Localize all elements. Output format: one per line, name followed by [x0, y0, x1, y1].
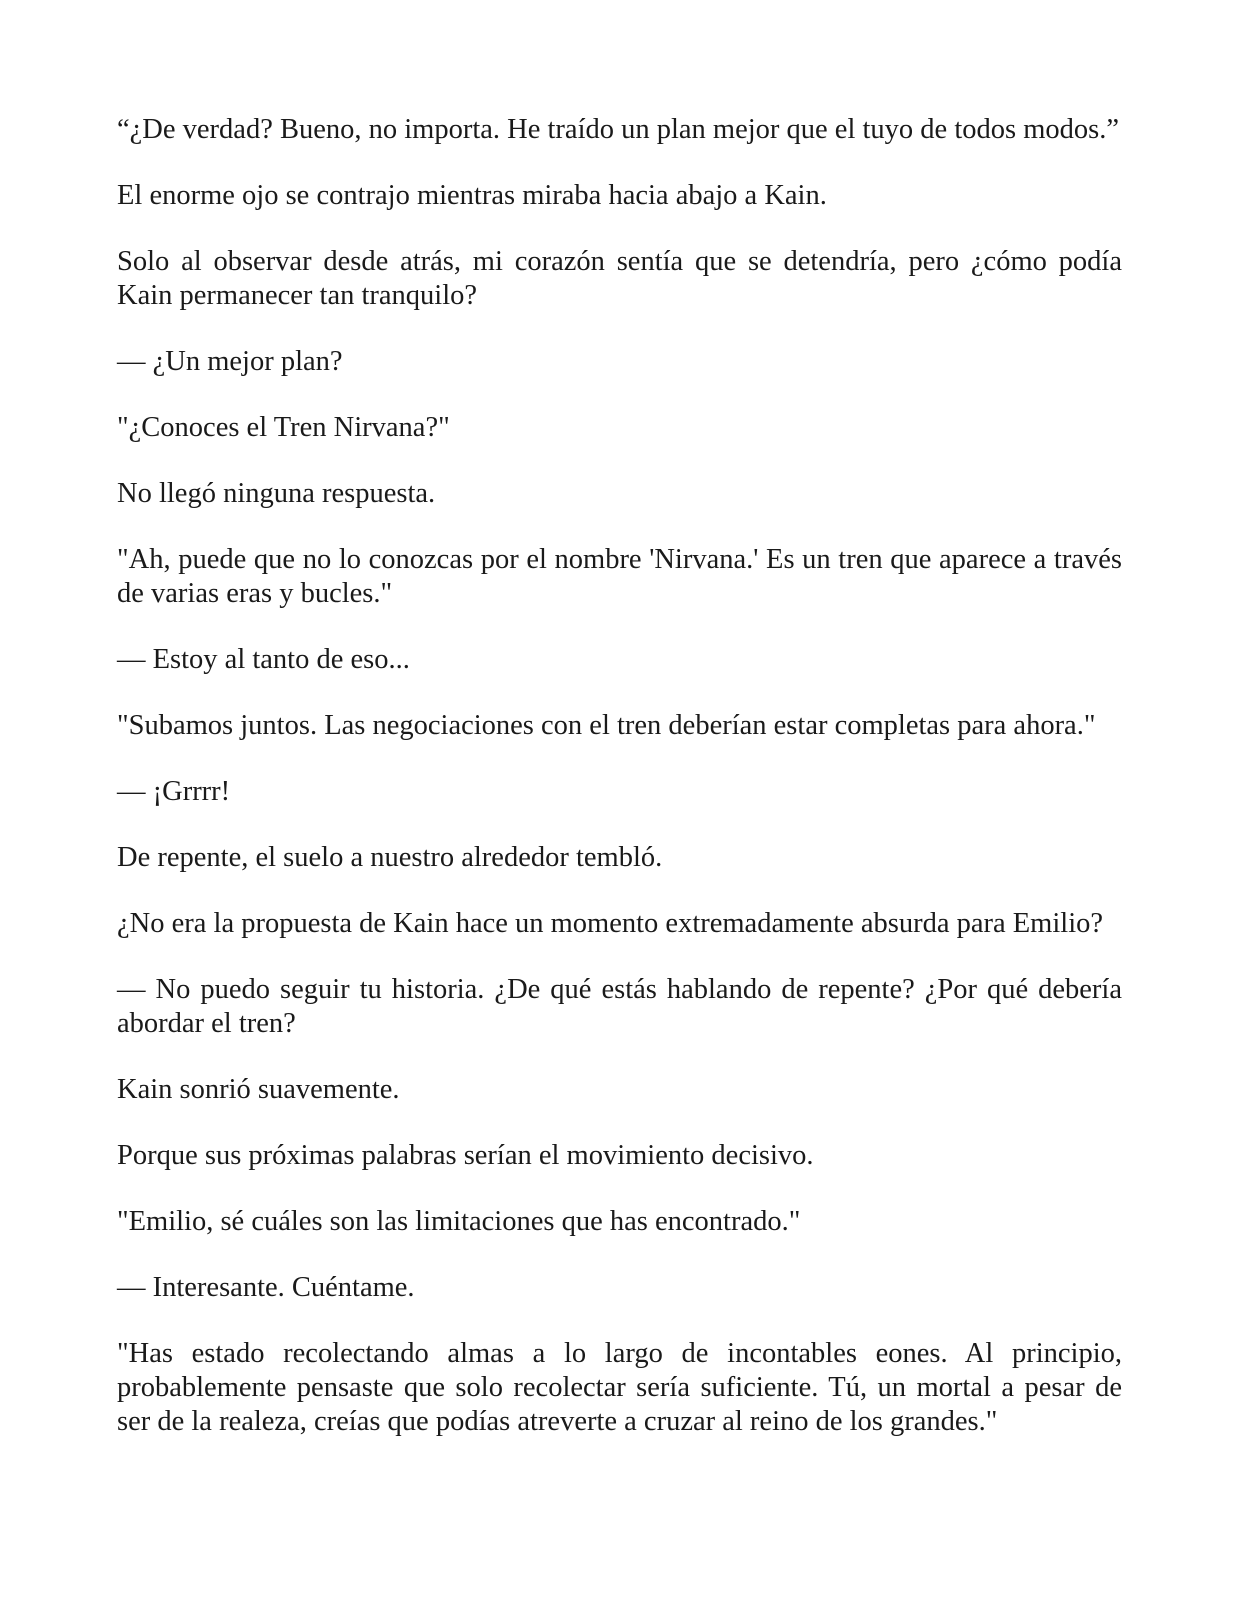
paragraph: ¿No era la propuesta de Kain hace un momento extremadamente absurda para Emilio? — [117, 908, 1104, 939]
paragraph: — No puedo seguir tu historia. ¿De qué estás hablando de repente? ¿Por qué debería abordar el tren? — [117, 974, 1122, 1039]
paragraph: — Interesante. Cuéntame. — [117, 1272, 415, 1303]
paragraph: No llegó ninguna respuesta. — [117, 478, 436, 509]
paragraph: "¿Conoces el Tren Nirvana?" — [117, 412, 450, 443]
paragraph: "Emilio, sé cuáles son las limitaciones que has encontrado." — [117, 1206, 801, 1237]
paragraph: — Estoy al tanto de eso... — [117, 644, 410, 675]
paragraph: — ¿Un mejor plan? — [117, 346, 343, 377]
paragraph: “¿De verdad? Bueno, no importa. He traído un plan mejor que el tuyo de todos modos.” — [117, 114, 1119, 145]
paragraph: De repente, el suelo a nuestro alrededor tembló. — [117, 842, 663, 873]
paragraph: — ¡Grrrr! — [117, 776, 231, 807]
paragraph: Kain sonrió suavemente. — [117, 1074, 400, 1105]
paragraph: "Subamos juntos. Las negociaciones con el tren deberían estar completas para ahora." — [117, 710, 1096, 741]
paragraph: "Ah, puede que no lo conozcas por el nombre 'Nirvana.' Es un tren que aparece a través de varias eras y bucles." — [117, 544, 1122, 609]
paragraph: Solo al observar desde atrás, mi corazón sentía que se detendría, pero ¿cómo podía Kain permanecer tan tranquilo? — [117, 246, 1122, 311]
paragraph: Porque sus próximas palabras serían el movimiento decisivo. — [117, 1140, 814, 1171]
paragraph: "Has estado recolectando almas a lo largo de incontables eones. Al principio, probablemente pensaste que solo recolectar sería suficiente. Tú, un mortal a pesar de ser de la realeza, creías que podías atreverte a cruzar al reino de los grandes." — [117, 1338, 1122, 1437]
paragraph: El enorme ojo se contrajo mientras miraba hacia abajo a Kain. — [117, 180, 827, 211]
document-body — [117, 113, 1122, 1471]
